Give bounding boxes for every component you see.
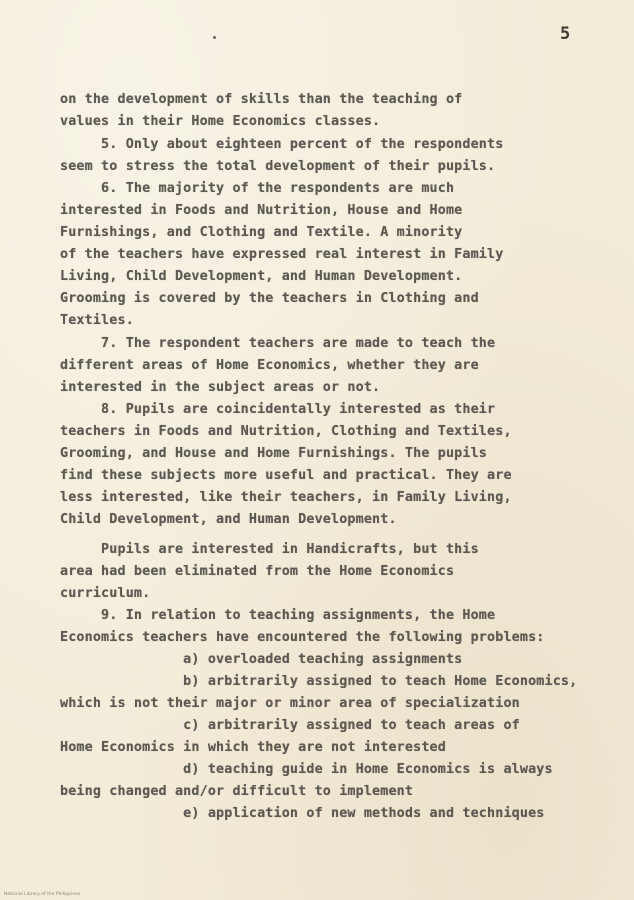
archive-footer: National Library of the Philippines (4, 892, 81, 897)
text-line: Economics teachers have encountered the following problems: (60, 630, 545, 645)
text-line: being changed and/or difficult to implement (60, 784, 414, 799)
text-line: less interested, like their teachers, in Family Living, (60, 490, 512, 505)
text-line: on the development of skills than the teaching of (60, 92, 463, 107)
text-line: Pupils are interested in Handicrafts, but this (60, 542, 479, 557)
text-line: Living, Child Development, and Human Development. (60, 269, 463, 284)
text-line: Grooming, and House and Home Furnishings. The pupils (60, 446, 488, 461)
text-line: 8. Pupils are coincidentally interested as their (60, 402, 496, 417)
text-line: c) arbitrarily assigned to teach areas of (60, 718, 520, 733)
ink-speck (213, 36, 216, 39)
text-line: seem to stress the total development of their pupils. (60, 159, 496, 174)
text-line: find these subjects more useful and practical. They are (60, 468, 512, 483)
text-line: interested in the subject areas or not. (60, 380, 381, 395)
text-line: e) application of new methods and techniques (60, 806, 545, 821)
text-line: 6. The majority of the respondents are much (60, 181, 455, 196)
text-line: Home Economics in which they are not interested (60, 740, 446, 755)
text-line: area had been eliminated from the Home Economics (60, 564, 455, 579)
text-line: curriculum. (60, 586, 151, 601)
text-line: Grooming is covered by the teachers in Clothing and (60, 291, 479, 306)
text-line: values in their Home Economics classes. (60, 114, 381, 129)
text-line: a) overloaded teaching assignments (60, 652, 463, 667)
text-line: d) teaching guide in Home Economics is always (60, 762, 553, 777)
text-line: Child Development, and Human Development. (60, 512, 397, 527)
text-line: Textiles. (60, 313, 134, 328)
text-line: which is not their major or minor area of specialization (60, 696, 520, 711)
text-line: b) arbitrarily assigned to teach Home Economics, (60, 674, 578, 689)
text-line: 7. The respondent teachers are made to teach the (60, 336, 496, 351)
text-line: 5. Only about eighteen percent of the respondents (60, 137, 504, 152)
text-line: different areas of Home Economics, whether they are (60, 358, 479, 373)
page-number: 5 (560, 24, 571, 44)
text-line: 9. In relation to teaching assignments, the Home (60, 608, 496, 623)
text-line: Furnishings, and Clothing and Textile. A minority (60, 225, 463, 240)
text-line: interested in Foods and Nutrition, House and Home (60, 203, 463, 218)
text-line: of the teachers have expressed real interest in Family (60, 247, 504, 262)
text-line: teachers in Foods and Nutrition, Clothing and Textiles, (60, 424, 512, 439)
